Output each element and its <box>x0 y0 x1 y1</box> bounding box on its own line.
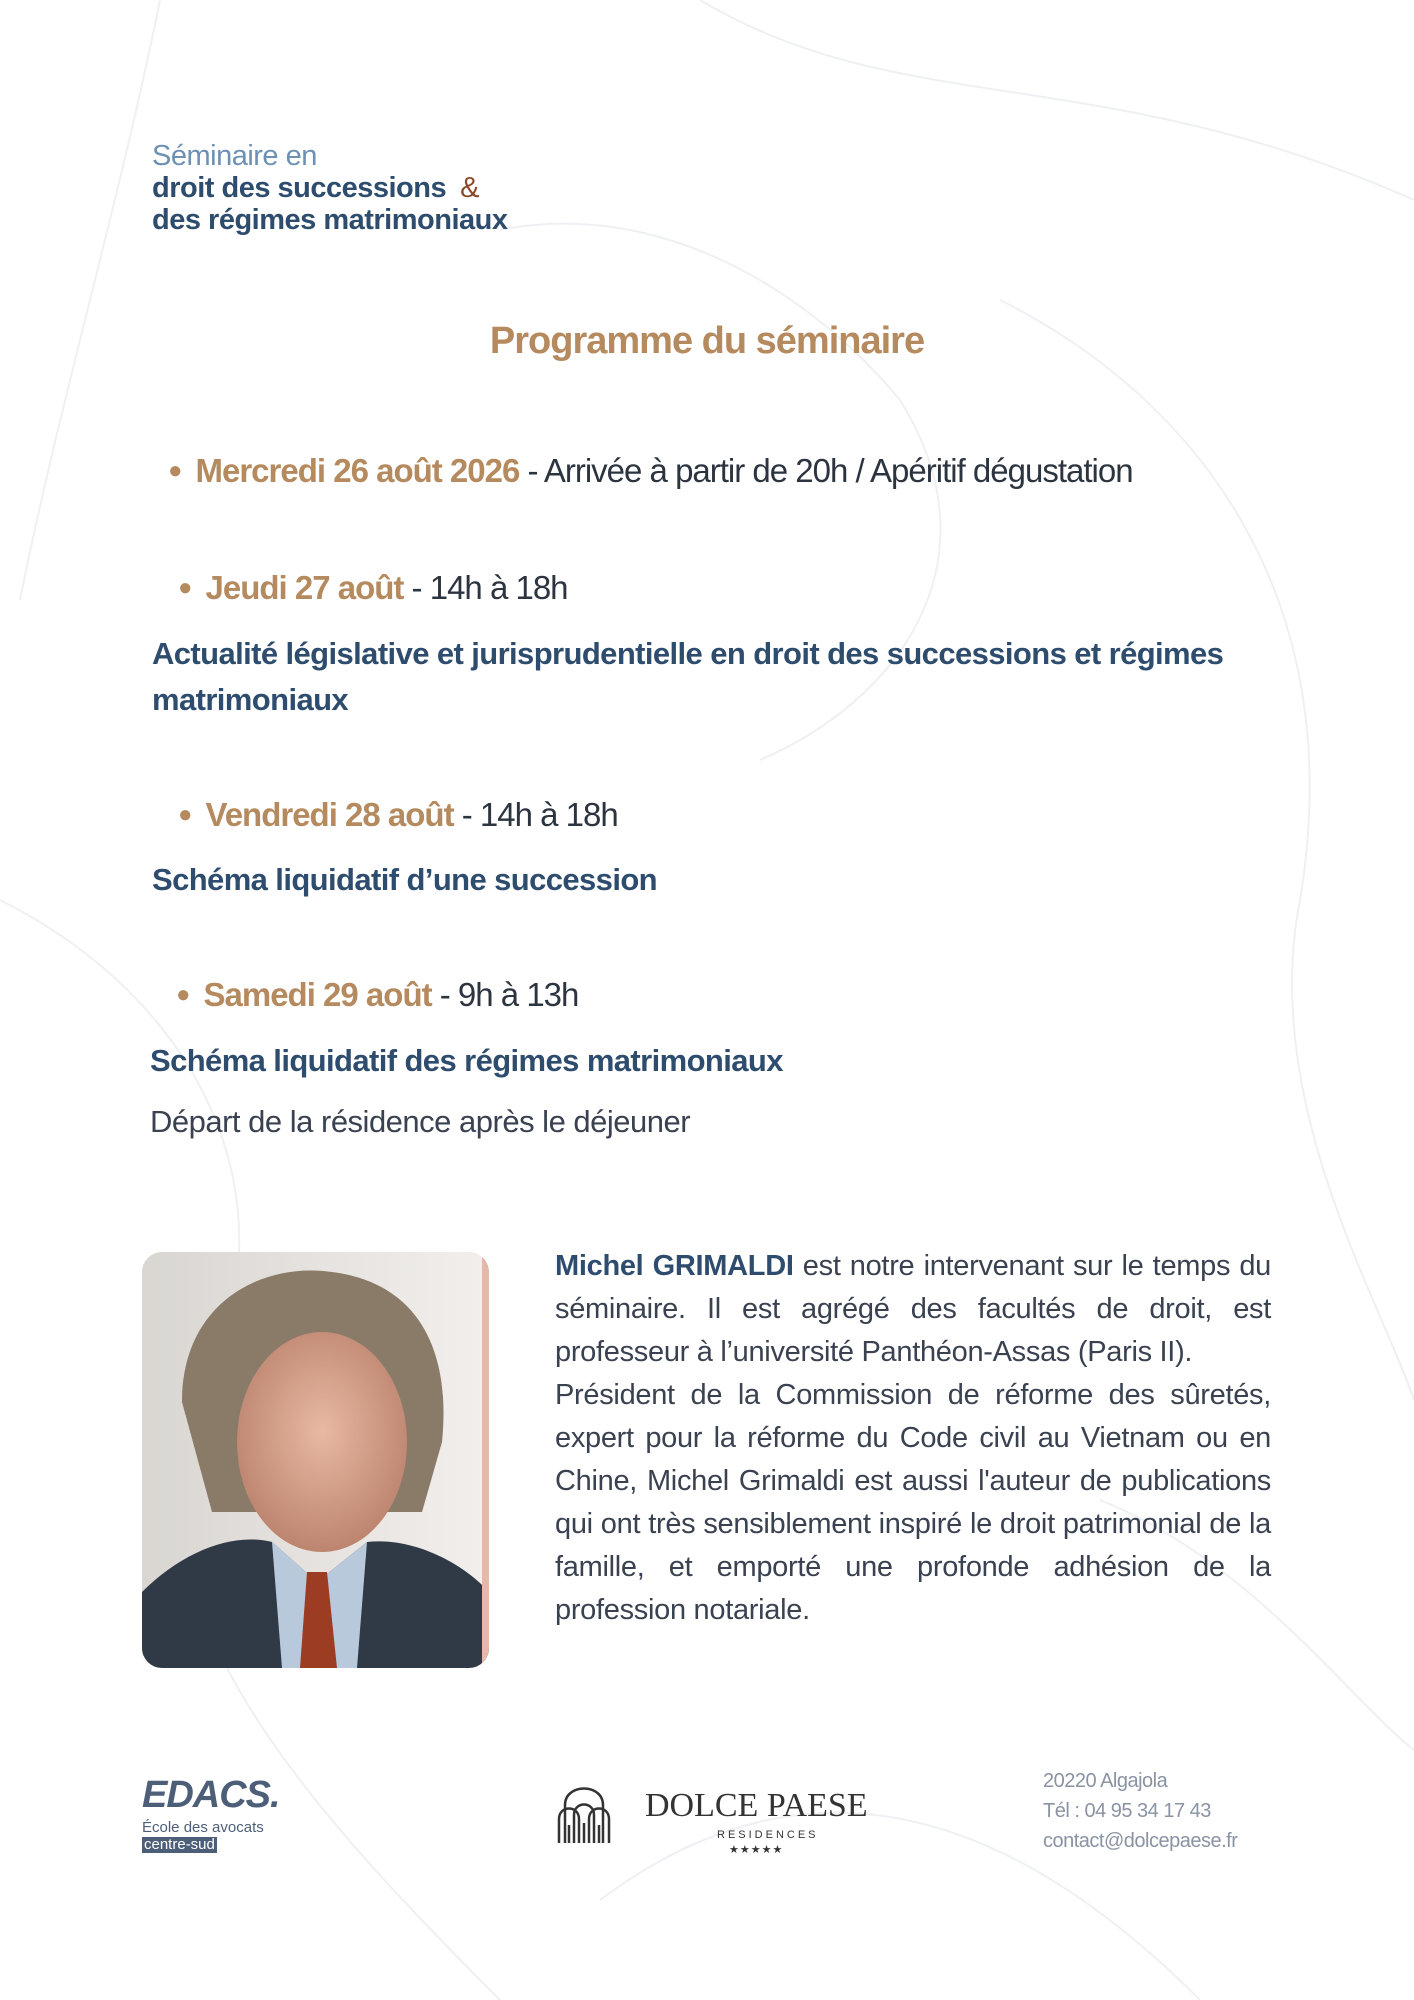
header-ampersand: & <box>460 172 479 204</box>
speaker-bio-2: Président de la Commission de réforme des sûretés, expert pour la réforme du Code civil au Vietnam ou en Chine, Michel Grimaldi est aussi l'auteur de publications qui ont très sensiblement inspiré le droit patrimonial de la famille, et emporté une profonde adhésion de la profession notariale. <box>555 1379 1271 1626</box>
day-label: Vendredi 28 août <box>205 796 454 833</box>
arches-icon <box>555 1775 613 1845</box>
dolce-paese-name: DOLCE PAESE <box>645 1787 868 1824</box>
contact-info <box>1043 1766 1237 1856</box>
speaker-name: Michel GRIMALDI <box>555 1250 794 1282</box>
speaker-photo <box>142 1252 489 1668</box>
edacs-line-1: École des avocats <box>142 1819 264 1836</box>
session-title: Actualité législative et jurisprudentielle en droit des successions et régimes matrimoniaux <box>152 636 1224 717</box>
session-title: Schéma liquidatif des régimes matrimoniaux <box>150 1043 783 1078</box>
day-label: Samedi 29 août <box>203 976 432 1013</box>
day-label: Mercredi 26 août 2026 <box>195 452 520 489</box>
day-item: ● Jeudi 27 août - 14h à 18h <box>178 569 568 606</box>
day-detail: - 9h à 13h <box>431 976 579 1013</box>
header-line-2: droit des successions <box>152 172 447 204</box>
seminar-header <box>152 140 507 236</box>
edacs-logo <box>142 1775 280 1854</box>
day-detail: - 14h à 18h <box>403 569 568 606</box>
edacs-wordmark: EDACS. <box>142 1774 280 1816</box>
contact-phone: Tél : 04 95 34 17 43 <box>1043 1800 1211 1822</box>
day-item: ● Mercredi 26 août 2026 - Arrivée à partir de 20h / Apéritif dégustation <box>168 452 1133 489</box>
day-detail: - Arrivée à partir de 20h / Apéritif dégustation <box>519 452 1133 489</box>
rating-stars: ★★★★★ <box>729 1844 784 1856</box>
speaker-bio-1: est notre intervenant sur le temps du séminaire. Il est agrégé des facultés de droit, est professeur à l’université Panthéon-Assas (Paris II). <box>555 1250 1271 1368</box>
page-title: Programme du séminaire <box>489 320 925 362</box>
session-title: Schéma liquidatif d’une succession <box>152 862 658 897</box>
contact-address: 20220 Algajola <box>1043 1770 1168 1792</box>
edacs-line-2: centre-sud <box>144 1836 215 1853</box>
header-line-3: des régimes matrimoniaux <box>152 204 508 236</box>
day-item: ● Vendredi 28 août - 14h à 18h <box>178 796 618 833</box>
day-detail: - 14h à 18h <box>453 796 618 833</box>
speaker-bio <box>555 1245 1271 1632</box>
day-item: ● Samedi 29 août - 9h à 13h <box>176 976 579 1013</box>
day-label: Jeudi 27 août <box>205 569 404 606</box>
departure-note: Départ de la résidence après le déjeuner <box>150 1104 691 1139</box>
dolce-paese-sub: RESIDENCES <box>717 1829 819 1841</box>
contact-email[interactable]: contact@dolcepaese.fr <box>1043 1830 1238 1852</box>
header-line-1: Séminaire en <box>152 140 317 172</box>
